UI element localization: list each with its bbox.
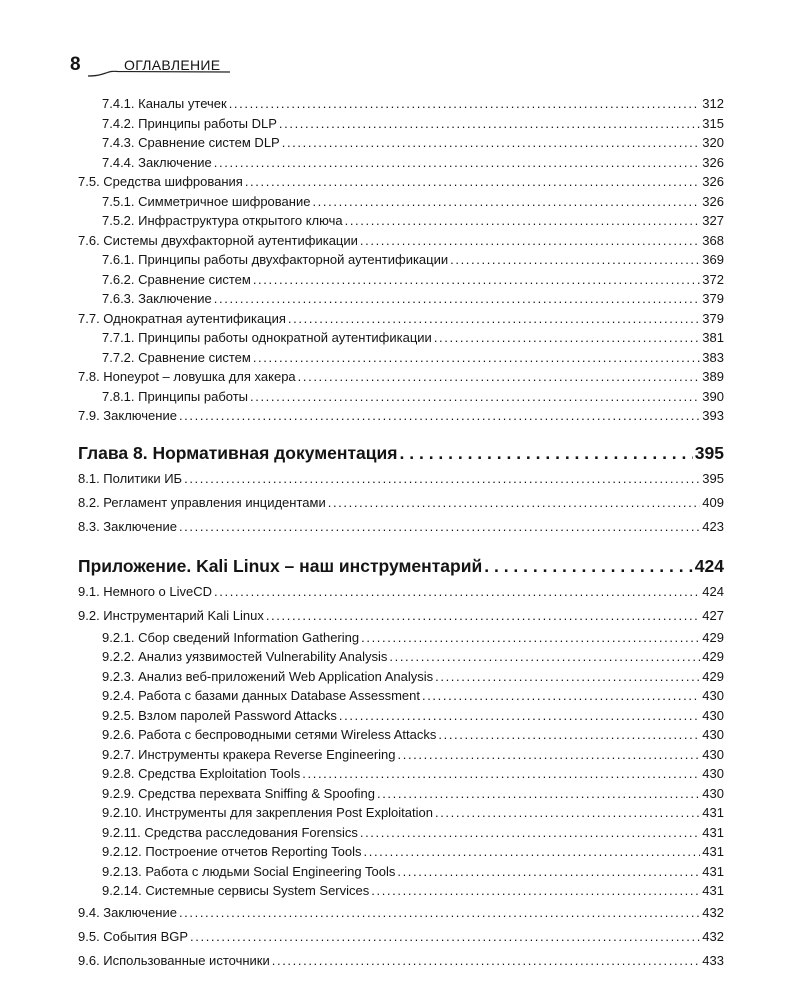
toc-entry-title: 9.2.2. Анализ уязвимостей Vulnerability Analysis <box>102 649 388 664</box>
dot-leader <box>434 328 700 348</box>
toc-entry-page: 368 <box>702 232 724 248</box>
toc-entry[interactable] <box>78 842 724 862</box>
toc-entry-title: 7.4.1. Каналы утечек <box>102 96 227 111</box>
toc-entry-page: 433 <box>702 952 724 968</box>
toc-entry-page: 424 <box>702 583 724 599</box>
toc-entry[interactable] <box>78 348 724 368</box>
toc-entry-title: 7.6.2. Сравнение систем <box>102 271 251 287</box>
toc-entry[interactable] <box>78 192 724 212</box>
toc-entry-title: 9.2.1. Сбор сведений Information Gathering <box>102 629 360 645</box>
page-header <box>70 54 250 80</box>
toc-entry-page: 431 <box>702 863 724 879</box>
table-of-contents <box>78 94 724 973</box>
toc-entry[interactable] <box>78 172 724 192</box>
dot-leader <box>438 725 700 745</box>
toc-entry-page: 372 <box>702 271 724 287</box>
toc-entry-page: 430 <box>702 707 724 723</box>
toc-entry[interactable] <box>78 745 724 765</box>
dot-leader <box>288 309 700 329</box>
toc-entry-page: 326 <box>702 154 724 170</box>
toc-entry[interactable] <box>78 211 724 231</box>
toc-entry[interactable] <box>78 328 724 348</box>
toc-appendix-heading[interactable] <box>78 552 724 580</box>
toc-entry-title: 9.2.11. Средства расследования Forensics <box>102 824 358 840</box>
dot-leader <box>302 764 700 784</box>
toc-entry[interactable] <box>78 467 724 491</box>
toc-entry-title: 7.5. Средства шифрования <box>78 174 243 189</box>
toc-entry-title: 9.2.8. Средства Exploitation Tools <box>102 766 301 781</box>
toc-entry-title: 8.3. Заключение <box>78 518 177 534</box>
toc-entry[interactable] <box>78 784 724 804</box>
dot-leader <box>361 628 700 648</box>
toc-entry[interactable] <box>78 491 724 515</box>
dot-leader <box>214 289 701 309</box>
toc-entry-title: Глава 8. Нормативная документация <box>78 442 398 463</box>
toc-entry-title: Приложение. Kali Linux – наш инструментарий <box>78 555 483 576</box>
dot-leader <box>435 667 700 687</box>
toc-entry-title: 9.6. Использованные источники <box>78 952 270 968</box>
dot-leader <box>398 745 701 765</box>
toc-entry-title: 9.2.9. Средства перехвата Sniffing & Spoofing <box>102 785 375 801</box>
toc-entry[interactable] <box>78 289 724 309</box>
toc-entry-page: 431 <box>702 844 724 859</box>
toc-entry-page: 429 <box>702 629 724 645</box>
toc-entry-page: 429 <box>702 649 724 664</box>
toc-entry-page: 369 <box>702 252 724 267</box>
dot-leader <box>312 192 700 212</box>
toc-entry-page: 432 <box>702 928 724 944</box>
toc-entry-page: 431 <box>702 805 724 820</box>
toc-entry-page: 430 <box>702 746 724 762</box>
toc-entry-page: 393 <box>702 408 724 423</box>
toc-entry-title: 9.1. Немного о LiveCD <box>78 583 213 599</box>
toc-entry[interactable] <box>78 580 724 604</box>
toc-entry-title: 7.7.1. Принципы работы однократной аутентификации <box>102 330 432 345</box>
toc-entry-title: 7.6.3. Заключение <box>102 291 212 306</box>
toc-entry-title: 9.2.14. Системные сервисы System Services <box>102 883 370 898</box>
toc-entry-title: 7.4.2. Принципы работы DLP <box>102 115 277 131</box>
toc-entry-title: 9.2.3. Анализ веб-приложений Web Application Analysis <box>102 668 434 684</box>
toc-entry-page: 395 <box>694 442 724 463</box>
toc-entry[interactable] <box>78 153 724 173</box>
toc-entry-page: 430 <box>702 766 724 781</box>
toc-entry[interactable] <box>78 706 724 726</box>
toc-entry-title: 7.7. Однократная аутентификация <box>78 310 286 326</box>
toc-entry[interactable] <box>78 764 724 784</box>
toc-entry[interactable] <box>78 133 724 153</box>
toc-entry-title: 9.2.6. Работа с беспроводными сетями Wireless Attacks <box>102 727 437 742</box>
dot-leader <box>360 823 700 843</box>
toc-entry[interactable] <box>78 270 724 290</box>
toc-entry-page: 431 <box>702 883 724 898</box>
dot-leader <box>272 949 701 973</box>
dot-leader <box>422 686 700 706</box>
dot-leader <box>345 211 701 231</box>
toc-entry-page: 423 <box>702 518 724 534</box>
toc-entry[interactable] <box>78 881 724 901</box>
toc-entry-title: 7.5.1. Симметричное шифрование <box>102 193 311 209</box>
dot-leader <box>360 231 700 251</box>
toc-entry-page: 427 <box>702 607 724 623</box>
toc-entry-title: 9.5. События BGP <box>78 928 189 944</box>
toc-entry-page: 395 <box>702 470 724 486</box>
dot-leader <box>435 803 700 823</box>
dot-leader <box>484 552 693 580</box>
toc-entry-page: 315 <box>702 115 724 131</box>
dot-leader <box>279 114 700 134</box>
toc-entry[interactable] <box>78 667 724 687</box>
dot-leader <box>266 604 700 628</box>
toc-entry-title: 8.2. Регламент управления инцидентами <box>78 494 326 510</box>
toc-entry[interactable] <box>78 406 724 426</box>
toc-entry-page: 431 <box>702 824 724 840</box>
dot-leader <box>245 172 700 192</box>
dot-leader <box>214 153 701 173</box>
dot-leader <box>339 706 700 726</box>
toc-entry-title: 7.7.2. Сравнение систем <box>102 349 251 365</box>
dot-leader <box>389 647 700 667</box>
dot-leader <box>190 925 700 949</box>
toc-entry[interactable] <box>78 823 724 843</box>
dot-leader <box>253 270 700 290</box>
toc-entry[interactable] <box>78 604 724 628</box>
toc-entry[interactable] <box>78 231 724 251</box>
toc-entry-title: 7.8.1. Принципы работы <box>102 388 249 404</box>
dot-leader <box>328 491 701 515</box>
toc-entry-page: 381 <box>702 330 724 345</box>
toc-entry[interactable] <box>78 250 724 270</box>
toc-entry-page: 312 <box>702 96 724 111</box>
dot-leader <box>364 842 701 862</box>
toc-entry-page: 320 <box>702 135 724 150</box>
toc-entry-page: 379 <box>702 310 724 326</box>
toc-entry[interactable] <box>78 925 724 949</box>
dot-leader <box>282 133 701 153</box>
toc-entry[interactable] <box>78 949 724 973</box>
dot-leader <box>179 901 700 925</box>
toc-entry-page: 389 <box>702 369 724 384</box>
toc-entry[interactable] <box>78 387 724 407</box>
toc-entry-page: 379 <box>702 291 724 306</box>
toc-entry-title: 9.2.12. Построение отчетов Reporting Tools <box>102 844 362 859</box>
dot-leader <box>253 348 700 368</box>
toc-entry-title: 9.2.4. Работа с базами данных Database Assessment <box>102 688 420 703</box>
toc-entry-page: 430 <box>702 727 724 742</box>
toc-entry-page: 326 <box>702 174 724 189</box>
dot-leader <box>371 881 700 901</box>
toc-entry[interactable] <box>78 725 724 745</box>
dot-leader <box>250 387 700 407</box>
dot-leader <box>298 367 701 387</box>
toc-entry-page: 424 <box>694 555 724 576</box>
toc-entry[interactable] <box>78 114 724 134</box>
toc-entry-page: 409 <box>702 494 724 510</box>
toc-entry[interactable] <box>78 901 724 925</box>
toc-entry-title: 7.5.2. Инфраструктура открытого ключа <box>102 213 343 228</box>
toc-entry[interactable] <box>78 862 724 882</box>
dot-leader <box>184 467 700 491</box>
toc-entry-title: 7.9. Заключение <box>78 408 177 423</box>
toc-entry-title: 9.2.10. Инструменты для закрепления Post Exploitation <box>102 805 433 820</box>
toc-chapter-heading[interactable] <box>78 439 724 467</box>
dot-leader <box>214 580 700 604</box>
dot-leader <box>397 862 700 882</box>
toc-entry-title: 7.4.3. Сравнение систем DLP <box>102 135 280 150</box>
page-number: 8 <box>70 54 81 75</box>
toc-entry-title: 7.8. Honeypot – ловушка для хакера <box>78 369 296 384</box>
running-header-title: ОГЛАВЛЕНИЕ <box>124 57 221 73</box>
toc-entry-page: 430 <box>702 688 724 703</box>
dot-leader <box>450 250 700 270</box>
toc-entry[interactable] <box>78 686 724 706</box>
toc-entry-title: 9.2. Инструментарий Kali Linux <box>78 607 264 623</box>
toc-entry-title: 9.4. Заключение <box>78 904 177 920</box>
toc-entry-title: 7.6.1. Принципы работы двухфакторной аутентификации <box>102 252 449 267</box>
toc-entry[interactable] <box>78 803 724 823</box>
toc-entry-title: 7.4.4. Заключение <box>102 154 212 170</box>
toc-entry-page: 383 <box>702 349 724 365</box>
toc-entry[interactable] <box>78 628 724 648</box>
toc-entry-title: 8.1. Политики ИБ <box>78 470 183 486</box>
toc-entry-page: 429 <box>702 668 724 684</box>
toc-entry[interactable] <box>78 515 724 539</box>
dot-leader <box>179 515 700 539</box>
dot-leader <box>400 439 693 467</box>
toc-entry-title: 9.2.13. Работа с людьми Social Engineering Tools <box>102 863 396 879</box>
toc-entry[interactable] <box>78 309 724 329</box>
toc-entry-page: 432 <box>702 904 724 920</box>
toc-entry-page: 390 <box>702 388 724 404</box>
toc-entry-title: 9.2.7. Инструменты кракера Reverse Engineering <box>102 746 396 762</box>
toc-entry-page: 326 <box>702 193 724 209</box>
dot-leader <box>179 406 700 426</box>
toc-entry[interactable] <box>78 94 724 114</box>
toc-entry-page: 430 <box>702 785 724 801</box>
toc-entry-title: 7.6. Системы двухфакторной аутентификации <box>78 232 358 248</box>
toc-entry[interactable] <box>78 367 724 387</box>
toc-entry[interactable] <box>78 647 724 667</box>
toc-entry-title: 9.2.5. Взлом паролей Password Attacks <box>102 707 337 723</box>
toc-entry-page: 327 <box>702 213 724 228</box>
dot-leader <box>229 94 701 114</box>
dot-leader <box>377 784 700 804</box>
